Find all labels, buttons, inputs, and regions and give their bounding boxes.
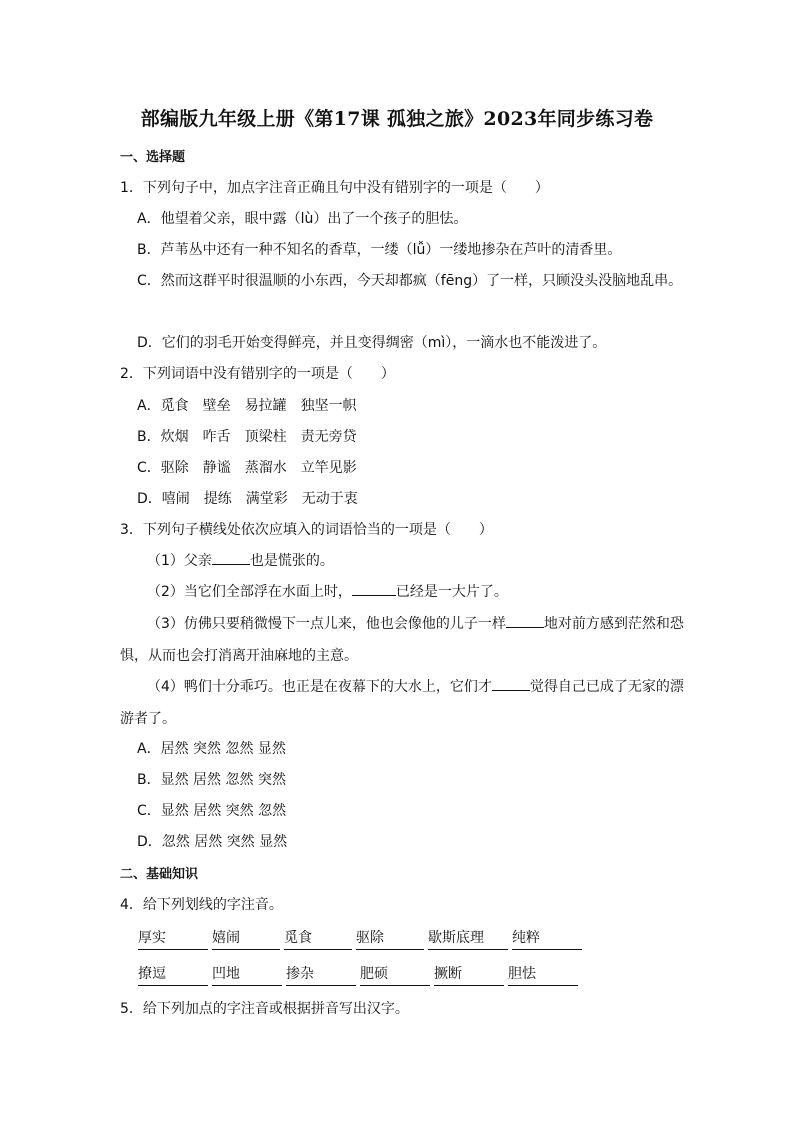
question-4-word-row-1: [138, 927, 582, 950]
word-text: 掺杂: [286, 966, 314, 982]
question-3-sentence-3: [147, 613, 684, 633]
word-text: 驱除: [356, 930, 384, 946]
word-answer-cell[interactable]: [286, 963, 356, 986]
question-3-option-a: A．居然 突然 忽然 显然: [137, 741, 286, 757]
word-text: 凹地: [212, 966, 240, 982]
section-heading-choice: 一、选择题: [120, 150, 186, 165]
word-answer-cell[interactable]: [212, 963, 282, 986]
fill-blank[interactable]: [492, 678, 530, 691]
question-3-sentence-4: [147, 676, 684, 696]
word-answer-cell[interactable]: [284, 927, 352, 950]
question-1-option-d: D．它们的羽毛开始变得鲜亮，并且变得绸密（mì），一滴水也不能泼进了。: [137, 335, 607, 351]
word-answer-cell[interactable]: [138, 963, 208, 986]
sentence-text: 已经是一大片了。: [395, 584, 508, 600]
question-4-stem: 4．给下列划线的字注音。: [120, 897, 283, 913]
question-1-option-c: C．然而这群平时很温顺的小东西，今天却都疯（fēng）了一样，只顾没头没脑地乱串。: [137, 273, 683, 289]
word-text: 厚实: [138, 930, 166, 946]
question-5-stem: 5．给下列加点的字注音或根据拼音写出汉字。: [120, 1001, 409, 1017]
question-1-stem: 1．下列句子中，加点字注音正确且句中没有错别字的一项是（ ）: [120, 180, 549, 196]
word-text: 撩逗: [138, 966, 166, 982]
question-2-option-c: C．驱除 静谧 蒸溜水 立竿见影: [137, 460, 357, 476]
word-text: 歇斯底理: [428, 930, 484, 946]
word-text: 嬉闹: [212, 930, 240, 946]
fill-blank[interactable]: [506, 615, 544, 628]
word-answer-cell[interactable]: [356, 927, 424, 950]
word-answer-cell[interactable]: [360, 963, 430, 986]
word-answer-cell[interactable]: [212, 927, 280, 950]
question-3-option-c: C．显然 居然 突然 忽然: [137, 803, 287, 819]
sentence-text: 地对前方感到茫然和恐: [543, 616, 684, 632]
sentence-text: （1）父亲: [147, 553, 212, 569]
word-answer-cell[interactable]: [508, 963, 578, 986]
question-2-option-d: D．嘻闹 提练 满堂彩 无动于衷: [137, 491, 358, 507]
fill-blank[interactable]: [352, 583, 396, 596]
sentence-text: （2）当它们全部浮在水面上时，: [147, 584, 352, 600]
sentence-text: 觉得自己已成了无家的漂: [529, 679, 684, 695]
word-text: 撅断: [434, 966, 462, 982]
question-3-sentence-4-continued: 游者了。: [120, 711, 176, 727]
question-3-sentence-3-continued: 惧，从而也会打消离开油麻地的主意。: [120, 648, 358, 664]
question-3-stem: 3．下列句子横线处依次应填入的词语恰当的一项是（ ）: [120, 522, 493, 538]
word-answer-cell[interactable]: [434, 963, 504, 986]
question-3-sentence-1: [147, 550, 334, 570]
word-answer-cell[interactable]: [428, 927, 508, 950]
word-answer-cell[interactable]: [138, 927, 208, 950]
question-3-option-b: B．显然 居然 忽然 突然: [137, 772, 286, 788]
question-3-option-d: D．忽然 居然 突然 显然: [137, 834, 288, 850]
sentence-text: （3）仿佛只要稍微慢下一点儿来，他也会像他的儿子一样: [147, 616, 506, 632]
word-text: 胆怯: [508, 966, 536, 982]
question-2-option-b: B．炊烟 咋舌 顶梁柱 责无旁贷: [137, 429, 357, 445]
word-text: 觅食: [284, 930, 312, 946]
word-answer-cell[interactable]: [512, 927, 582, 950]
word-text: 纯粹: [512, 930, 540, 946]
question-3-sentence-2: [147, 581, 508, 601]
fill-blank[interactable]: [212, 552, 250, 565]
question-1-option-b: B．芦苇丛中还有一种不知名的香草，一缕（lǚ）一缕地掺杂在芦叶的清香里。: [137, 242, 622, 258]
question-4-word-row-2: [138, 963, 578, 986]
sentence-text: （4）鸭们十分乖巧。也正是在夜幕下的大水上，它们才: [147, 679, 492, 695]
question-1-option-a: A．他望着父亲，眼中露（lù）出了一个孩子的胆怯。: [137, 211, 468, 227]
sentence-text: 也是慌张的。: [249, 553, 334, 569]
section-heading-basics: 二、基础知识: [120, 867, 199, 882]
question-2-stem: 2．下列词语中没有错别字的一项是（ ）: [120, 366, 395, 382]
page-title: 部编版九年级上册《第17课 孤独之旅》2023年同步练习卷: [140, 108, 654, 130]
word-text: 肥硕: [360, 966, 388, 982]
question-2-option-a: A．觅食 壁垒 易拉罐 独坚一帜: [137, 398, 357, 414]
